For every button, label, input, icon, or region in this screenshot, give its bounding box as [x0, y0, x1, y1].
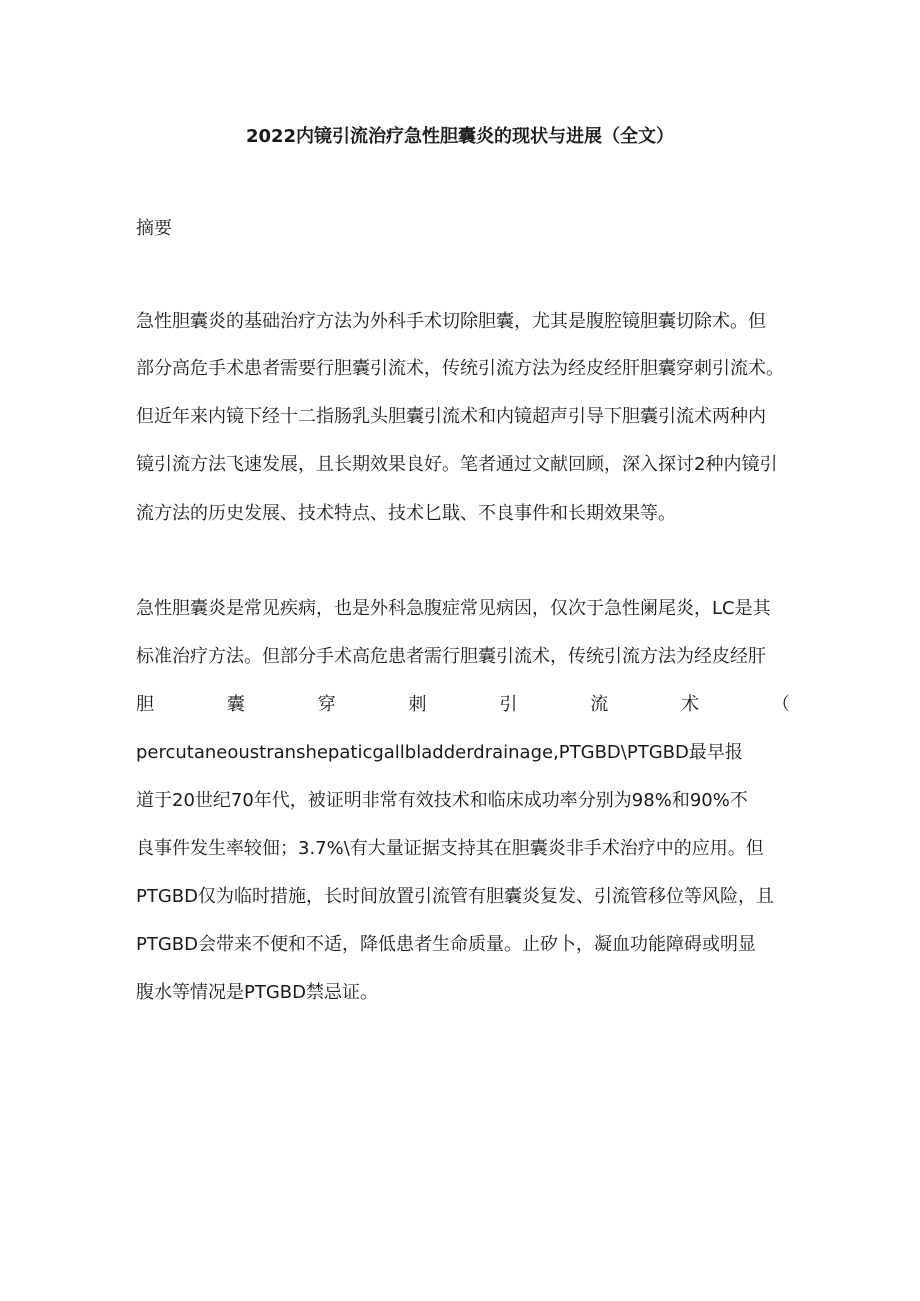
- document-title: 2022内镜引流治疗急性胆囊炎的现状与进展（全文）: [245, 126, 675, 147]
- justified-char: 囊: [226, 694, 245, 715]
- paragraph-2-justified-line: [136, 691, 790, 719]
- paragraph-2-line: 良事件发生率较佃；3.7%\有大量证据支持其在胆囊炎非手术治疗中的应用。但: [136, 838, 764, 859]
- paragraph-1-line: 镜引流方法飞速发展，且长期效果良好。笔者通过文献回顾，深入探讨2种内镜引: [136, 454, 778, 475]
- paragraph-2-line: 标准治疗方法。但部分手术高危患者需行胆囊引流术，传统引流方法为经皮经肝: [136, 646, 766, 667]
- justified-char: 术: [681, 694, 700, 715]
- justified-char: 引: [499, 694, 518, 715]
- justified-char: 流: [590, 694, 609, 715]
- paragraph-1-line: 部分高危手术患者需要行胆囊引流术，传统引流方法为经皮经肝胆囊穿刺引流术。: [136, 358, 784, 379]
- paragraph-2-line: PTGBD仅为临时措施，长时间放置引流管有胆囊炎复发、引流管移位等风险，且: [136, 886, 775, 907]
- justified-char: 穿: [317, 694, 336, 715]
- justified-char: （: [771, 694, 790, 715]
- paragraph-2-line: percutaneoustranshepaticgallbladderdrainage,PTGBD\PTGBD最早报: [136, 742, 743, 763]
- paragraph-2-line: PTGBD会带来不便和不适，降低患者生命质量。止矽卜，凝血功能障碍或明显: [136, 934, 757, 955]
- paragraph-1-line: 流方法的历史发展、技术特点、技术匕戢、不良事件和长期效果等。: [136, 503, 676, 524]
- paragraph-2-line: 道于20世纪70年代，被证明非常有效技术和临床成功率分别为98%和90%不: [136, 790, 748, 811]
- paragraph-1-line: 急性胆囊炎的基础治疗方法为外科手术切除胆囊，尤其是腹腔镜胆囊切除术。但: [136, 311, 766, 332]
- justified-char: 刺: [408, 694, 427, 715]
- paragraph-2-line: 急性胆囊炎是常见疾病，也是外科急腹症常见病因，仅次于急性阑尾炎，LC是其: [136, 598, 771, 619]
- justified-char: 胆: [136, 694, 154, 715]
- paragraph-2-line: 腹水等情况是PTGBD禁忌证。: [136, 982, 379, 1003]
- abstract-heading: 摘要: [136, 218, 172, 239]
- paragraph-1-line: 但近年来内镜下经十二指肠乳头胆囊引流术和内镜超声引导下胆囊引流术两种内: [136, 406, 766, 427]
